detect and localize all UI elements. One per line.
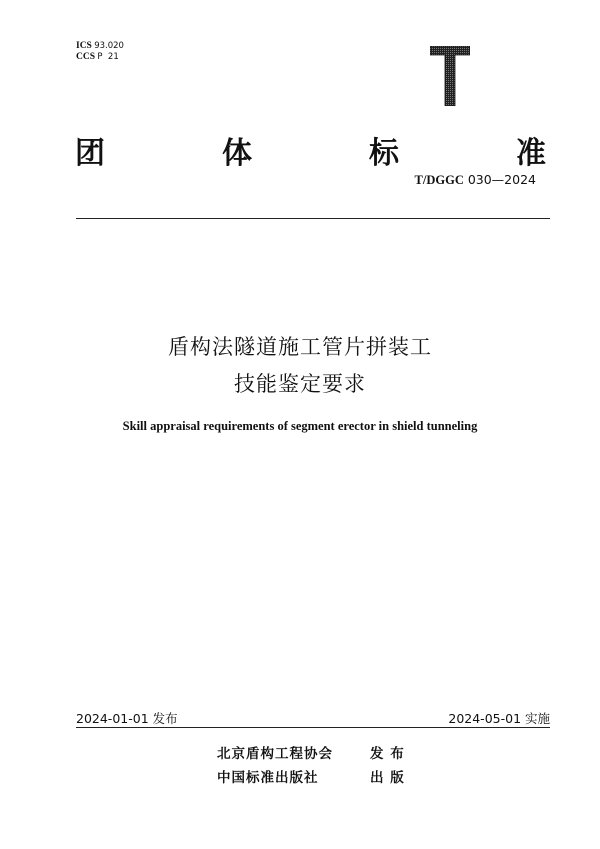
title-cn-line2: 技能鉴定要求 — [234, 372, 366, 396]
publisher-role: 发 布 — [370, 746, 405, 762]
standard-number-suffix: 030—2024 — [463, 172, 536, 187]
title-cn-line1: 盾构法隧道施工管片拼装工 — [168, 335, 432, 359]
standard-t-logo — [430, 46, 470, 106]
ics-label: ICS — [76, 41, 92, 51]
publisher-role: 出 版 — [370, 770, 405, 786]
issue-date: 2024-01-01 发布 — [76, 711, 178, 726]
standard-type-char: 准 — [516, 136, 547, 171]
ics-code — [76, 41, 124, 52]
top-divider — [76, 218, 550, 219]
standard-type-heading — [75, 128, 547, 172]
ics-value: 93.020 — [94, 41, 124, 51]
bottom-divider — [76, 727, 550, 728]
standard-number-prefix: T/DGGC — [414, 173, 464, 187]
standard-type-char: 标 — [369, 136, 400, 171]
implement-date: 2024-05-01 实施 — [448, 711, 550, 726]
standard-number — [415, 172, 536, 188]
classification-codes — [76, 41, 124, 63]
ccs-label: CCS — [76, 52, 96, 62]
ccs-code — [76, 52, 124, 63]
standard-type-char: 体 — [222, 136, 253, 171]
title-en: Skill appraisal requirements of segment erector in shield tunneling — [122, 419, 478, 433]
standard-type-char: 团 — [75, 136, 106, 171]
ccs-value: P 21 — [97, 52, 119, 62]
publisher-org: 北京盾构工程协会 — [217, 746, 333, 762]
publisher-org: 中国标准出版社 — [217, 770, 319, 786]
